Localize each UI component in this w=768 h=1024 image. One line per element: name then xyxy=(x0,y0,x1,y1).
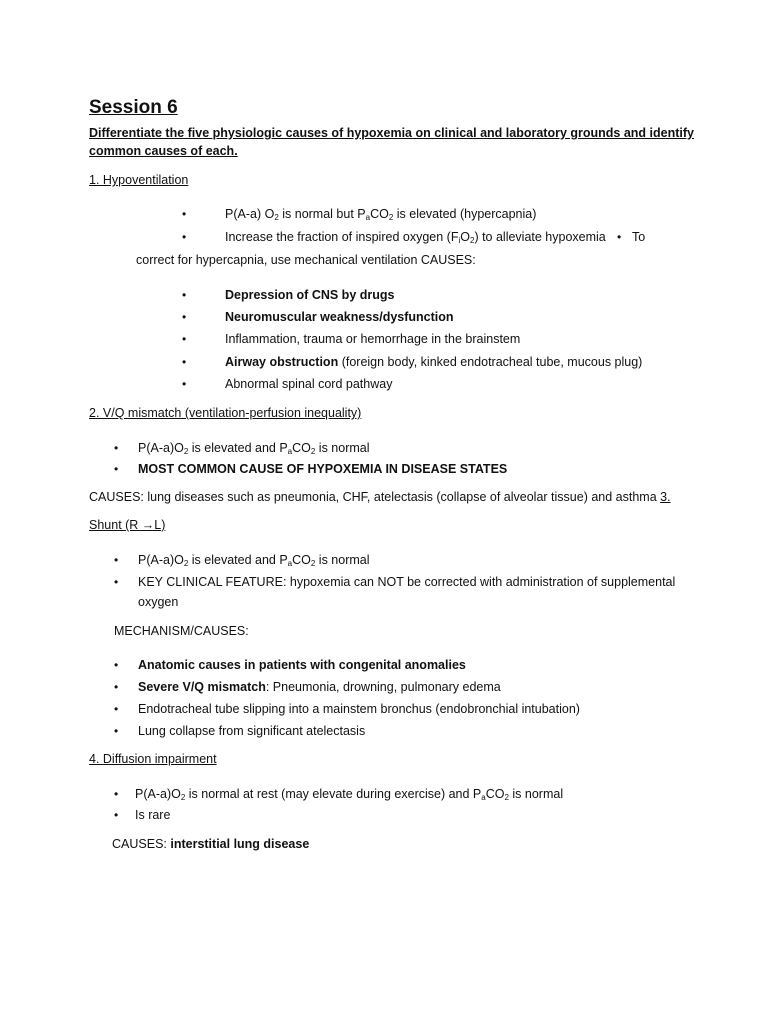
bullet-marker: • xyxy=(182,230,187,244)
bullet-marker: • xyxy=(114,702,119,716)
bullet-marker: • xyxy=(114,680,119,694)
sec1-cause-3: Inflammation, trauma or hemorrhage in the brainstem xyxy=(225,332,521,346)
sec2-bullet-2: MOST COMMON CAUSE OF HYPOXEMIA IN DISEASE STATES xyxy=(138,462,508,476)
sec3-bullet-2-line-1: KEY CLINICAL FEATURE: hypoxemia can NOT be corrected with administration of supplemental xyxy=(138,575,676,589)
sec1-bullet-2-inline: To xyxy=(632,230,646,244)
sec3-mechanism-1: Anatomic causes in patients with congenital anomalies xyxy=(138,658,466,672)
bullet-marker: • xyxy=(182,288,187,302)
bullet-marker: • xyxy=(114,808,119,822)
sec1-cause-2: Neuromuscular weakness/dysfunction xyxy=(225,310,454,324)
sec1-bullet-2-continued: correct for hypercapnia, use mechanical ventilation CAUSES: xyxy=(136,253,476,267)
section-2-heading: 2. V/Q mismatch (ventilation-perfusion inequality) xyxy=(89,406,362,420)
sec4-bullet-2: Is rare xyxy=(135,808,171,822)
bullet-marker: • xyxy=(182,310,187,324)
sec4-bullet-1: $P(A-a)O_2$ is normal at rest (may elevate during exercise) and $P_aCO_2$ is normal xyxy=(135,787,564,802)
sec3-mechanism-3: Endotracheal tube slipping into a mainstem bronchus (endobronchial intubation) xyxy=(138,702,580,716)
bullet-marker: • xyxy=(114,658,119,672)
bullet-marker: • xyxy=(114,462,119,476)
objective-line-1: Differentiate the five physiologic causes of hypoxemia on clinical and laboratory grounds and identify xyxy=(89,126,694,140)
sec1-cause-5: Abnormal spinal cord pathway xyxy=(225,377,393,391)
bullet-marker: • xyxy=(114,553,119,567)
bullet-marker: • xyxy=(114,441,119,455)
sec3-bullet-1: $P(A-a)O_2$ is elevated and $P_aCO_2$ is normal xyxy=(138,553,370,568)
sec3-bullet-2-line-2: oxygen xyxy=(138,595,179,609)
section-1-heading: 1. Hypoventilation xyxy=(89,173,189,187)
sec1-cause-1: Depression of CNS by drugs xyxy=(225,288,395,302)
bullet-marker: • xyxy=(114,724,119,738)
bullet-marker: • xyxy=(182,207,187,221)
bullet-marker: • xyxy=(182,332,187,346)
sec2-bullet-1: $P(A-a)O_2$ is elevated and $P_aCO_2$ is normal xyxy=(138,441,370,456)
bullet-marker: • xyxy=(114,787,119,801)
sec3-mechanism-2: Severe V/Q mismatch: Pneumonia, drowning, pulmonary edema xyxy=(138,680,501,694)
section-3-heading: Shunt (R →L) xyxy=(89,518,166,532)
sec2-causes: CAUSES: lung diseases such as pneumonia, CHF, atelectasis (collapse of alveolar tissue) and asthma 3. xyxy=(89,490,671,504)
sec4-causes: CAUSES: interstitial lung disease xyxy=(112,837,310,851)
page-title: Session 6 xyxy=(89,97,178,118)
sec1-bullet-1: P(A-a) $O_2$ is normal but $P_aCO_2$ is elevated (hypercapnia) xyxy=(225,207,537,222)
bullet-marker: • xyxy=(182,377,187,391)
sec3-mechanism-4: Lung collapse from significant atelectasis xyxy=(138,724,366,738)
section-4-heading: 4. Diffusion impairment xyxy=(89,752,217,766)
objective-line-2: common causes of each. xyxy=(89,144,238,158)
sec1-cause-4: Airway obstruction (foreign body, kinked endotracheal tube, mucous plug) xyxy=(225,355,643,369)
bullet-marker: • xyxy=(182,355,187,369)
bullet-marker-inline: • xyxy=(617,230,622,244)
sec1-bullet-2: Increase the fraction of inspired oxygen $(F_iO_2)$ to alleviate hypoxemia xyxy=(225,230,606,245)
bullet-marker: • xyxy=(114,575,119,589)
sec3-mechanism-label: MECHANISM/CAUSES: xyxy=(114,624,249,638)
